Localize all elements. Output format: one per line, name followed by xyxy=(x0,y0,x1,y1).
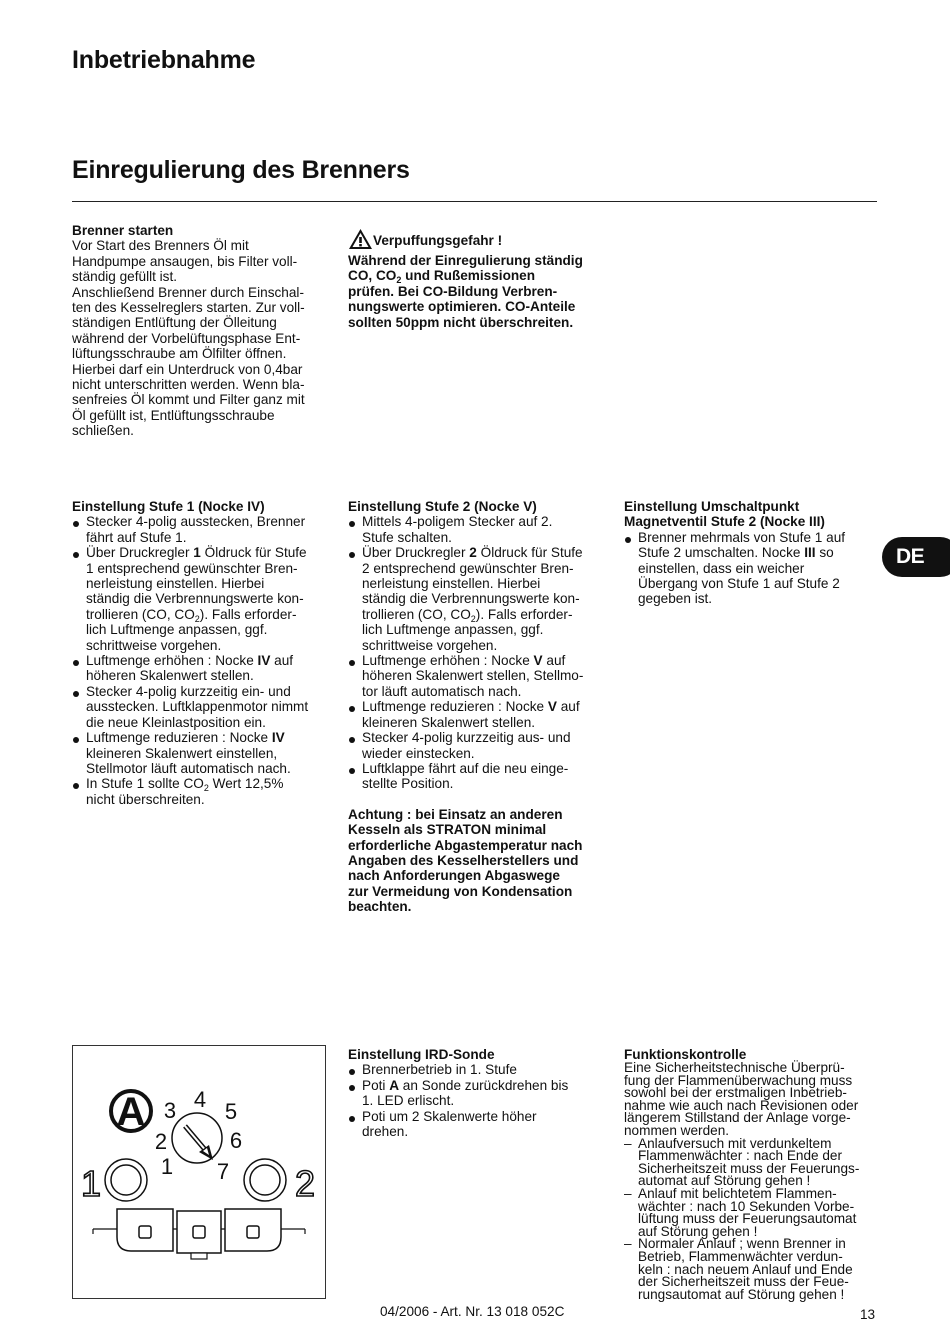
stufe1-heading: Einstellung Stufe 1 (Nocke IV) xyxy=(72,499,265,514)
umschaltpunkt-heading: Einstellung Umschaltpunkt xyxy=(624,499,800,514)
warning-line: Während der Einregulierung ständig xyxy=(348,253,583,268)
text-line: lüftungsschraube am Ölfilter öffnen. xyxy=(72,346,287,362)
document-reference: 04/2006 - Art. Nr. 13 018 052C xyxy=(380,1304,565,1319)
dial-number: 7 xyxy=(216,1159,230,1184)
list-item: – Anlaufversuch mit verdunkeltem Flammenwächter : nach Ende der Sicherheitszeit muss der Feuerungs- automat auf Störung gehen ! xyxy=(624,1138,886,1188)
text-line: nommen werden. xyxy=(624,1122,730,1138)
dial-number: 5 xyxy=(224,1099,238,1124)
text-line: nahme wie auch nach Revisionen oder xyxy=(624,1097,859,1113)
stufe2-heading: Einstellung Stufe 2 (Nocke V) xyxy=(348,499,537,514)
funktionskontrolle-heading: Funktionskontrolle xyxy=(624,1047,747,1062)
page-number: 13 xyxy=(860,1307,876,1322)
poti-label: A xyxy=(116,1090,146,1134)
text-line: sowohl bei der erstmaligen Inbetrieb- xyxy=(624,1085,847,1101)
text-line: Eine Sicherheitstechnische Überprü- xyxy=(624,1060,845,1075)
list-item: Brennerbetrieb in 1. Stufe xyxy=(348,1062,610,1077)
list-item: Mittels 4-poligem Stecker auf 2. Stufe schalten. xyxy=(348,514,610,545)
text-line: während der Vorbelüftungsphase Ent- xyxy=(72,330,301,346)
ird-sonde-block xyxy=(348,1047,610,1139)
text-line: senfreies Öl kommt und Filter ganz mit xyxy=(72,392,305,408)
text-line: ständigen Entlüftung der Ölleitung xyxy=(72,315,277,331)
ird-sonde-drawing xyxy=(73,1046,325,1298)
list-item: Luftmenge erhöhen : Nocke IV auf höheren Skalenwert stellen. xyxy=(72,653,334,684)
warning-line: nungswerte optimieren. CO-Anteile xyxy=(348,299,576,315)
list-item: Über Druckregler 2 Öldruck für Stufe 2 entsprechend gewünschter Bren- nerleistung einstellen. Hierbei ständig die Verbrennungswerte kon- trollieren (CO, $CO_2$). Falls erforder- lich Luftmenge anpassen, ggf. schrittweise vorgehen. xyxy=(348,545,610,653)
warning-line: sollten 50ppm nicht überschreiten. xyxy=(348,314,574,330)
list-item: – Anlauf mit belichtetem Flammen- wächter : nach 10 Sekunden Vorbe- lüftung muss der Feuerungsautomat auf Störung gehen ! xyxy=(624,1188,886,1238)
text-line: Hierbei darf ein Unterdruck von 0,4bar xyxy=(72,361,303,377)
warning-block xyxy=(348,228,618,330)
list-item: Luftmenge reduzieren : Nocke V auf kleineren Skalenwert stellen. xyxy=(348,699,610,730)
list-item: Stecker 4-polig kurzzeitig aus- und wieder einstecken. xyxy=(348,730,610,761)
text-line: Öl gefüllt ist, Entlüftungsschraube xyxy=(72,407,275,423)
stufe2-block xyxy=(348,499,610,915)
list-item: Luftmenge erhöhen : Nocke V auf höheren Skalenwert stellen, Stellmo- tor läuft automatisch nach. xyxy=(348,653,610,699)
language-badge: DE xyxy=(882,537,950,577)
list-item: Über Druckregler 1 Öldruck für Stufe 1 entsprechend gewünschter Bren- nerleistung einstellen. Hierbei ständig die Verbrennungswerte kon- trollieren (CO, $CO_2$). Falls erforder- lich Luftmenge anpassen, ggf. schrittweise vorgehen. xyxy=(72,545,334,653)
ird-sonde-heading: Einstellung IRD-Sonde xyxy=(348,1047,495,1062)
dial-number: 6 xyxy=(229,1128,243,1153)
text-line: ständig gefüllt ist. xyxy=(72,269,178,285)
dial-number: 4 xyxy=(193,1087,207,1112)
list-item: Stecker 4-polig ausstecken, Brenner fährt auf Stufe 1. xyxy=(72,514,334,545)
page-title: Inbetriebnahme xyxy=(72,46,256,74)
list-item: Poti A an Sonde zurückdrehen bis 1. LED erlischt. xyxy=(348,1078,610,1109)
brenner-starten-heading: Brenner starten xyxy=(72,223,174,238)
text-line: Handpumpe ansaugen, bis Filter voll- xyxy=(72,253,298,269)
led-label-left: 1 xyxy=(80,1163,102,1204)
text-line: Anschließend Brenner durch Einschal- xyxy=(72,284,304,300)
list-item: Stecker 4-polig kurzzeitig ein- und ausstecken. Luftklappenmotor nimmt die neue Kleinlastposition ein. xyxy=(72,684,334,730)
section-title: Einregulierung des Brenners xyxy=(72,156,410,184)
section-divider xyxy=(72,201,877,202)
dial-number: 3 xyxy=(163,1098,177,1123)
brenner-starten-block xyxy=(72,223,332,439)
achtung-note: Achtung : bei Einsatz an anderen Kesseln als STRATON minimal erforderliche Abgastemperatur nach Angaben des Kesselherstellers und nach Anforderungen Abgaswege zur Vermeidung von Kondensation beachten. xyxy=(348,806,583,915)
list-item: Brenner mehrmals von Stufe 1 auf Stufe 2 umschalten. Nocke III so einstellen, dass ein weicher Übergang von Stufe 1 auf Stufe 2 gegeben ist. xyxy=(624,530,879,607)
ird-sonde-diagram xyxy=(72,1045,326,1299)
dial-number: 1 xyxy=(160,1154,174,1179)
led-label-right: 2 xyxy=(294,1163,316,1204)
warning-title: Verpuffungsgefahr ! xyxy=(373,233,503,248)
funktionskontrolle-block xyxy=(624,1048,886,1301)
list-item: In Stufe 1 sollte $CO_2$ Wert 12,5% nicht überschreiten. xyxy=(72,776,334,807)
text-line: fung der Flammenüberwachung muss xyxy=(624,1072,853,1088)
list-item: Luftmenge reduzieren : Nocke IV kleineren Skalenwert einstellen, Stellmotor läuft automatisch nach. xyxy=(72,730,334,776)
warning-line: prüfen. Bei CO-Bildung Verbren- xyxy=(348,283,558,299)
text-line: schließen. xyxy=(72,423,134,439)
list-item: Luftklappe fährt auf die neu einge- stellte Position. xyxy=(348,761,610,792)
stufe1-block xyxy=(72,499,334,807)
warning-triangle-icon xyxy=(348,228,373,250)
umschaltpunkt-heading-2: Magnetventil Stufe 2 (Nocke III) xyxy=(624,514,825,530)
text-line: längerem Stillstand der Anlage vorge- xyxy=(624,1110,851,1126)
text-line: Vor Start des Brenners Öl mit xyxy=(72,238,249,254)
text-line: ten des Kesselreglers starten. Zur voll- xyxy=(72,300,305,316)
list-item: Poti um 2 Skalenwerte höher drehen. xyxy=(348,1109,610,1140)
umschaltpunkt-block xyxy=(624,499,879,607)
list-item: – Normaler Anlauf ; wenn Brenner in Betrieb, Flammenwächter verdun- keln : nach neuem Anlauf und Ende der Sicherheitszeit muss der Feue- rungsautomat auf Störung gehen ! xyxy=(624,1238,886,1301)
warning-line-co2: CO, $CO_2$ und Rußemissionen xyxy=(348,268,536,286)
text-line: nicht unterschritten werden. Wenn bla- xyxy=(72,377,305,393)
dial-number: 2 xyxy=(154,1129,168,1154)
